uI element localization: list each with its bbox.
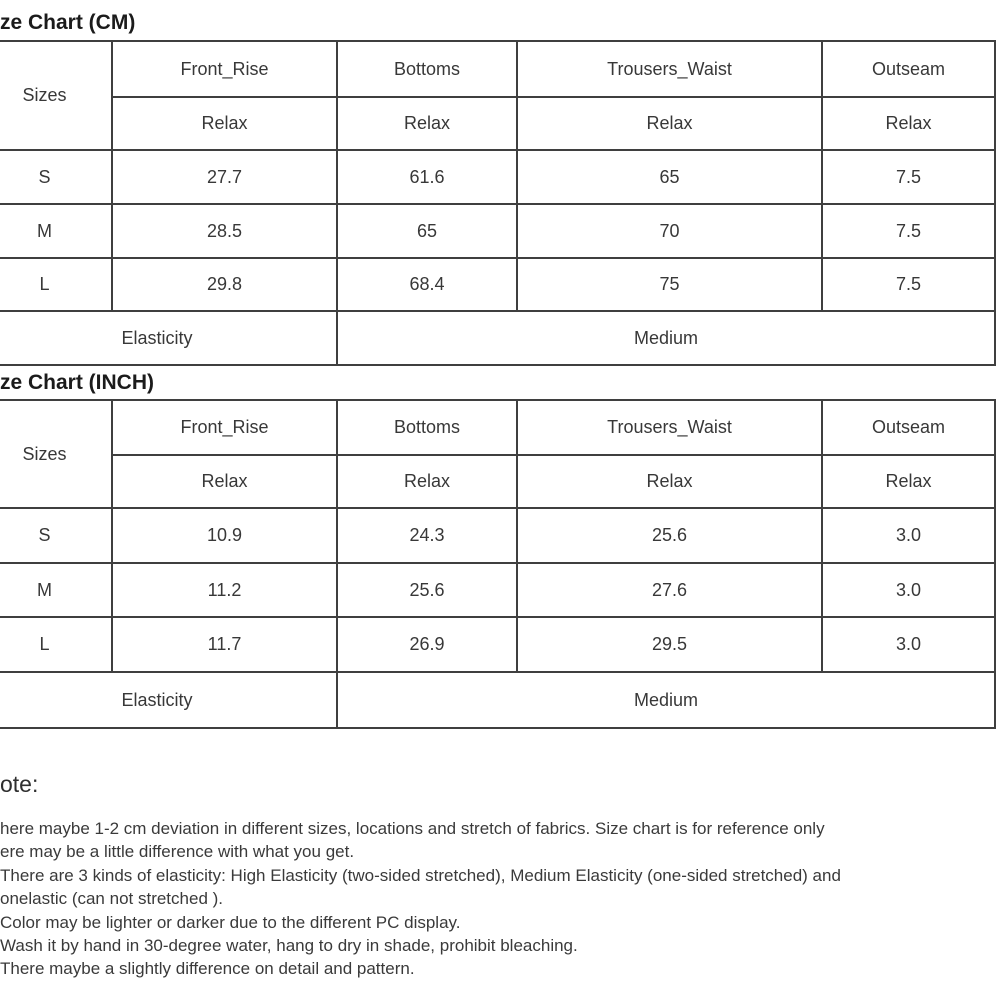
- value-cell: 11.7: [112, 617, 337, 672]
- note-line: Wash it by hand in 30-degree water, hang to dry in shade, prohibit bleaching.: [0, 936, 578, 956]
- value-cell: 7.5: [822, 258, 995, 311]
- column-header-bottoms: Bottoms: [337, 400, 517, 455]
- column-header-trousers-waist: Trousers_Waist: [517, 41, 822, 97]
- value-cell: 65: [517, 150, 822, 204]
- relax-subheader: Relax: [517, 455, 822, 508]
- elasticity-value: Medium: [337, 672, 995, 728]
- value-cell: 7.5: [822, 204, 995, 258]
- column-header-front-rise: Front_Rise: [112, 41, 337, 97]
- size-label: S: [0, 508, 112, 563]
- note-line: ere may be a little difference with what you get.: [0, 842, 355, 862]
- note-section: [0, 817, 1000, 981]
- value-cell: 75: [517, 258, 822, 311]
- size-label: S: [0, 150, 112, 204]
- value-cell: 3.0: [822, 617, 995, 672]
- column-header-outseam: Outseam: [822, 41, 995, 97]
- value-cell: 3.0: [822, 563, 995, 617]
- value-cell: 70: [517, 204, 822, 258]
- size-label: L: [0, 258, 112, 311]
- elasticity-value: Medium: [337, 311, 995, 365]
- table-row: [0, 150, 995, 204]
- size-chart-cm-table: [0, 40, 996, 366]
- value-cell: 26.9: [337, 617, 517, 672]
- note-line: There are 3 kinds of elasticity: High Elasticity (two-sided stretched), Medium Elasticity (one-sided stretched) and: [0, 865, 841, 885]
- value-cell: 11.2: [112, 563, 337, 617]
- value-cell: 65: [337, 204, 517, 258]
- size-label: L: [0, 617, 112, 672]
- table-row: [0, 563, 995, 617]
- value-cell: 28.5: [112, 204, 337, 258]
- size-chart-inch-table: [0, 399, 996, 729]
- sizes-header-cell: Sizes: [0, 400, 112, 508]
- value-cell: 27.6: [517, 563, 822, 617]
- value-cell: 29.8: [112, 258, 337, 311]
- note-line: Color may be lighter or darker due to the different PC display.: [0, 912, 461, 932]
- value-cell: 7.5: [822, 150, 995, 204]
- table-row: [0, 508, 995, 563]
- relax-subheader: Relax: [112, 455, 337, 508]
- value-cell: 29.5: [517, 617, 822, 672]
- table-row: [0, 672, 995, 728]
- sizes-header-cell: Sizes: [0, 41, 112, 150]
- relax-subheader: Relax: [822, 97, 995, 150]
- table-row: [0, 617, 995, 672]
- column-header-outseam: Outseam: [822, 400, 995, 455]
- value-cell: 24.3: [337, 508, 517, 563]
- size-label: M: [0, 563, 112, 617]
- note-line: onelastic (can not stretched ).: [0, 889, 224, 909]
- relax-subheader: Relax: [517, 97, 822, 150]
- value-cell: 3.0: [822, 508, 995, 563]
- note-title: ote:: [0, 771, 39, 797]
- elasticity-label: Elasticity: [0, 672, 337, 728]
- table-row: [0, 258, 995, 311]
- elasticity-label: Elasticity: [0, 311, 337, 365]
- column-header-bottoms: Bottoms: [337, 41, 517, 97]
- column-header-front-rise: Front_Rise: [112, 400, 337, 455]
- note-line: here maybe 1-2 cm deviation in different sizes, locations and stretch of fabrics. Size chart is for reference only: [0, 819, 825, 838]
- value-cell: 25.6: [517, 508, 822, 563]
- note-line: There maybe a slightly difference on detail and pattern.: [0, 959, 415, 979]
- size-chart-inch-title: ze Chart (INCH): [0, 371, 155, 394]
- value-cell: 10.9: [112, 508, 337, 563]
- size-label: M: [0, 204, 112, 258]
- relax-subheader: Relax: [112, 97, 337, 150]
- relax-subheader: Relax: [337, 97, 517, 150]
- value-cell: 68.4: [337, 258, 517, 311]
- table-row: [0, 204, 995, 258]
- relax-subheader: Relax: [337, 455, 517, 508]
- table-row: [0, 311, 995, 365]
- value-cell: 25.6: [337, 563, 517, 617]
- size-chart-cm-title: ze Chart (CM): [0, 11, 136, 34]
- value-cell: 27.7: [112, 150, 337, 204]
- relax-subheader: Relax: [822, 455, 995, 508]
- value-cell: 61.6: [337, 150, 517, 204]
- column-header-trousers-waist: Trousers_Waist: [517, 400, 822, 455]
